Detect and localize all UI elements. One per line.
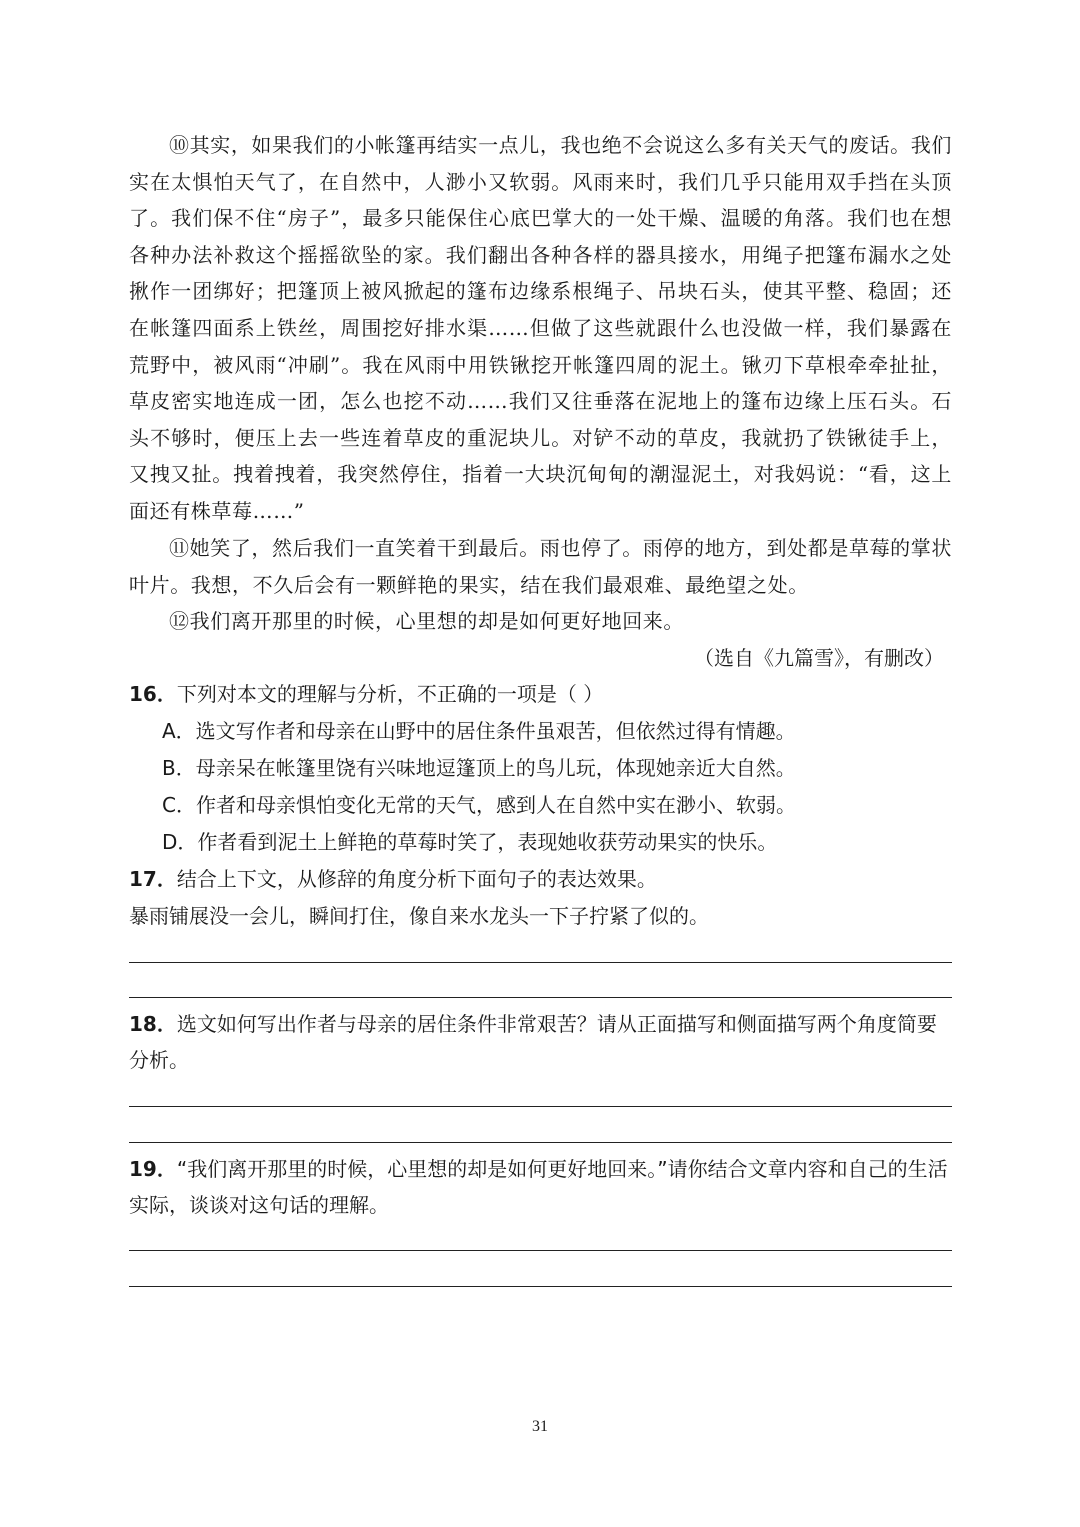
- question-19: [129, 1151, 952, 1223]
- question-18: [129, 1006, 952, 1078]
- question-18-stem: 选文如何写出作者与母亲的居住条件非常艰苦？请从正面描写和侧面描写两个角度简要分析。: [129, 1012, 937, 1072]
- answer-line-18-2[interactable]: [129, 1142, 952, 1143]
- question-16: [129, 676, 952, 712]
- question-16-option-a: A．选文写作者和母亲在山野中的居住条件虽艰苦，但依然过得有情趣。: [162, 719, 796, 743]
- question-17-number: 17．: [129, 867, 177, 891]
- question-16-stem: 下列对本文的理解与分析，不正确的一项是（ ）: [176, 682, 604, 706]
- passage-paragraph-12: ⑫我们离开那里的时候，心里想的却是如何更好地回来。: [169, 609, 684, 633]
- question-19-number: 19．: [129, 1157, 177, 1181]
- answer-line-19-2[interactable]: [129, 1286, 952, 1287]
- answer-line-18-1[interactable]: [129, 1106, 952, 1107]
- passage-paragraph-10: ⑩其实，如果我们的小帐篷再结实一点儿，我也绝不会说这么多有关天气的废话。我们实在太惧怕天气了，在自然中，人渺小又软弱。风雨来时，我们几乎只能用双手挡在头顶了。我们保不住“房子”，最多只能保住心底巴掌大的一处干燥、温暖的角落。我们也在想各种办法补救这个摇摇欲坠的家。我们翻出各种各样的器具接水，用绳子把篷布漏水之处揪作一团绑好；把篷顶上被风掀起的篷布边缘系根绳子、吊块石头，使其平整、稳固；还在帐篷四面系上铁丝，周围挖好排水渠……但做了这些就跟什么也没做一样，我们暴露在荒野中，被风雨“冲刷”。我在风雨中用铁锹挖开帐篷四周的泥土。锹刃下草根牵牵扯扯，草皮密实地连成一团，怎么也挖不动……我们又往垂落在泥地上的篷布边缘上压石头。石头不够时，便压上去一些连着草皮的重泥块儿。对铲不动的草皮，我就扔了铁锹徒手上，又拽又扯。拽着拽着，我突然停住，指着一大块沉甸甸的潮湿泥土，对我妈说：“看，这上面还有株草莓……”: [129, 133, 952, 523]
- answer-line-19-1[interactable]: [129, 1250, 952, 1251]
- question-16-option-b: B．母亲呆在帐篷里饶有兴味地逗篷顶上的鸟儿玩，体现她亲近大自然。: [162, 756, 796, 780]
- passage-source: （选自《九篇雪》，有删改）: [694, 646, 944, 670]
- question-17-stem: 结合上下文，从修辞的角度分析下面句子的表达效果。: [176, 867, 657, 891]
- question-16-option-d: D．作者看到泥土上鲜艳的草莓时笑了，表现她收获劳动果实的快乐。: [162, 830, 778, 854]
- passage-paragraph-11: ⑪她笑了，然后我们一直笑着干到最后。雨也停了。雨停的地方，到处都是草莓的掌状叶片。我想，不久后会有一颗鲜艳的果实，结在我们最艰难、最绝望之处。: [129, 536, 952, 597]
- question-16-option-c: C．作者和母亲惧怕变化无常的天气，感到人在自然中实在渺小、软弱。: [162, 793, 796, 817]
- question-17: [129, 861, 952, 897]
- question-17-sentence: 暴雨铺展没一会儿，瞬间打住，像自来水龙头一下子拧紧了似的。: [129, 904, 709, 928]
- page-number: 31: [532, 1418, 548, 1435]
- question-18-number: 18．: [129, 1012, 177, 1036]
- answer-line-17-1[interactable]: [129, 962, 952, 963]
- answer-line-17-2[interactable]: [129, 997, 952, 998]
- question-16-number: 16．: [129, 682, 177, 706]
- question-19-stem: “我们离开那里的时候，心里想的却是如何更好地回来。”请你结合文章内容和自己的生活实际，谈谈对这句话的理解。: [129, 1157, 948, 1217]
